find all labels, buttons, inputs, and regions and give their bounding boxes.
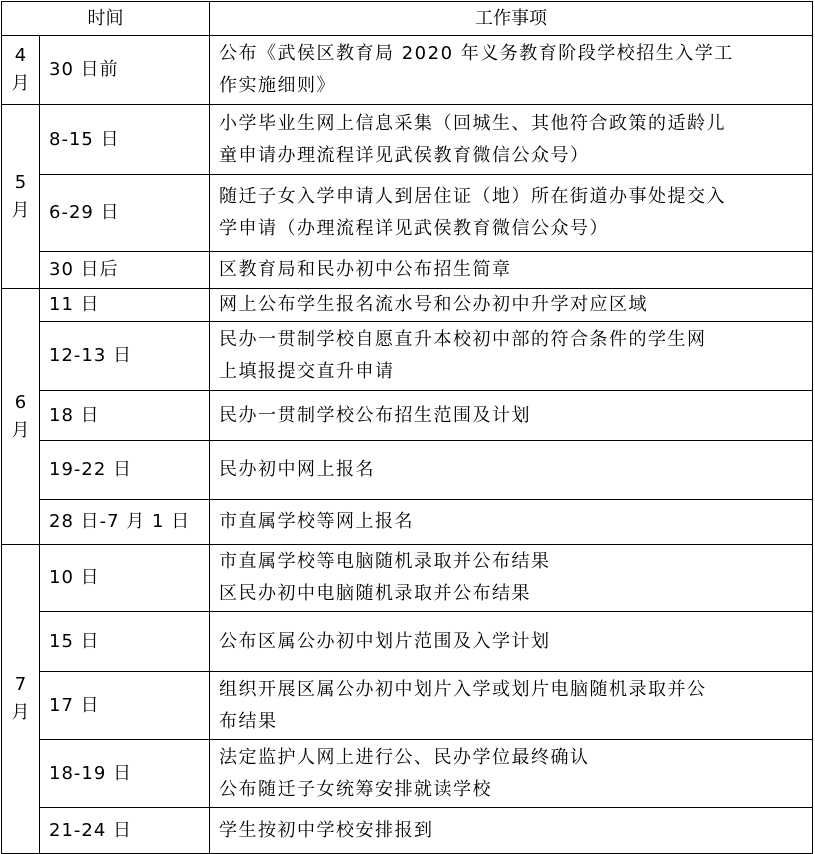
month-cell: 4 月 xyxy=(2,36,40,105)
date-cell: 18-19 日 xyxy=(40,740,210,808)
date-cell: 11 日 xyxy=(40,289,210,322)
month-cell: 6 月 xyxy=(2,289,40,545)
table-row xyxy=(2,740,813,808)
task-cell: 网上公布学生报名流水号和公办初中升学对应区域 xyxy=(210,289,813,322)
task-cell: 市直属学校等网上报名 xyxy=(210,500,813,545)
task-cell: 小学毕业生网上信息采集（回城生、其他符合政策的适龄儿 童申请办理流程详见武侯教育微信公众号） xyxy=(210,105,813,175)
schedule-table xyxy=(1,1,813,854)
month-cell: 5 月 xyxy=(2,105,40,289)
date-cell: 21-24 日 xyxy=(40,808,210,854)
date-cell: 17 日 xyxy=(40,672,210,740)
header-time: 时间 xyxy=(2,2,210,36)
table-row xyxy=(2,105,813,175)
task-cell: 民办初中网上报名 xyxy=(210,441,813,500)
date-cell: 8-15 日 xyxy=(40,105,210,175)
date-cell: 19-22 日 xyxy=(40,441,210,500)
task-cell: 法定监护人网上进行公、民办学位最终确认 公布随迁子女统筹安排就读学校 xyxy=(210,740,813,808)
date-cell: 10 日 xyxy=(40,545,210,612)
task-cell: 民办一贯制学校自愿直升本校初中部的符合条件的学生网 上填报提交直升申请 xyxy=(210,322,813,391)
table-row xyxy=(2,322,813,391)
schedule-body xyxy=(2,36,813,854)
task-cell: 公布区属公办初中划片范围及入学计划 xyxy=(210,612,813,672)
task-cell: 民办一贯制学校公布招生范围及计划 xyxy=(210,391,813,441)
header-matters: 工作事项 xyxy=(210,2,813,36)
date-cell: 30 日前 xyxy=(40,36,210,105)
table-row xyxy=(2,612,813,672)
month-cell: 7 月 xyxy=(2,545,40,854)
date-cell: 30 日后 xyxy=(40,252,210,289)
table-row xyxy=(2,252,813,289)
table-row xyxy=(2,36,813,105)
date-cell: 28 日-7 月 1 日 xyxy=(40,500,210,545)
date-cell: 12-13 日 xyxy=(40,322,210,391)
table-row xyxy=(2,391,813,441)
date-cell: 18 日 xyxy=(40,391,210,441)
table-row xyxy=(2,441,813,500)
task-cell: 市直属学校等电脑随机录取并公布结果 区民办初中电脑随机录取并公布结果 xyxy=(210,545,813,612)
table-row xyxy=(2,175,813,252)
table-row xyxy=(2,672,813,740)
task-cell: 组织开展区属公办初中划片入学或划片电脑随机录取并公 布结果 xyxy=(210,672,813,740)
table-row xyxy=(2,545,813,612)
date-cell: 15 日 xyxy=(40,612,210,672)
table-row xyxy=(2,500,813,545)
table-row xyxy=(2,289,813,322)
task-cell: 区教育局和民办初中公布招生简章 xyxy=(210,252,813,289)
date-cell: 6-29 日 xyxy=(40,175,210,252)
task-cell: 学生按初中学校安排报到 xyxy=(210,808,813,854)
table-row xyxy=(2,808,813,854)
task-cell: 公布《武侯区教育局 2020 年义务教育阶段学校招生入学工 作实施细则》 xyxy=(210,36,813,105)
header-row xyxy=(2,2,813,36)
task-cell: 随迁子女入学申请人到居住证（地）所在街道办事处提交入 学申请（办理流程详见武侯教育微信公众号） xyxy=(210,175,813,252)
